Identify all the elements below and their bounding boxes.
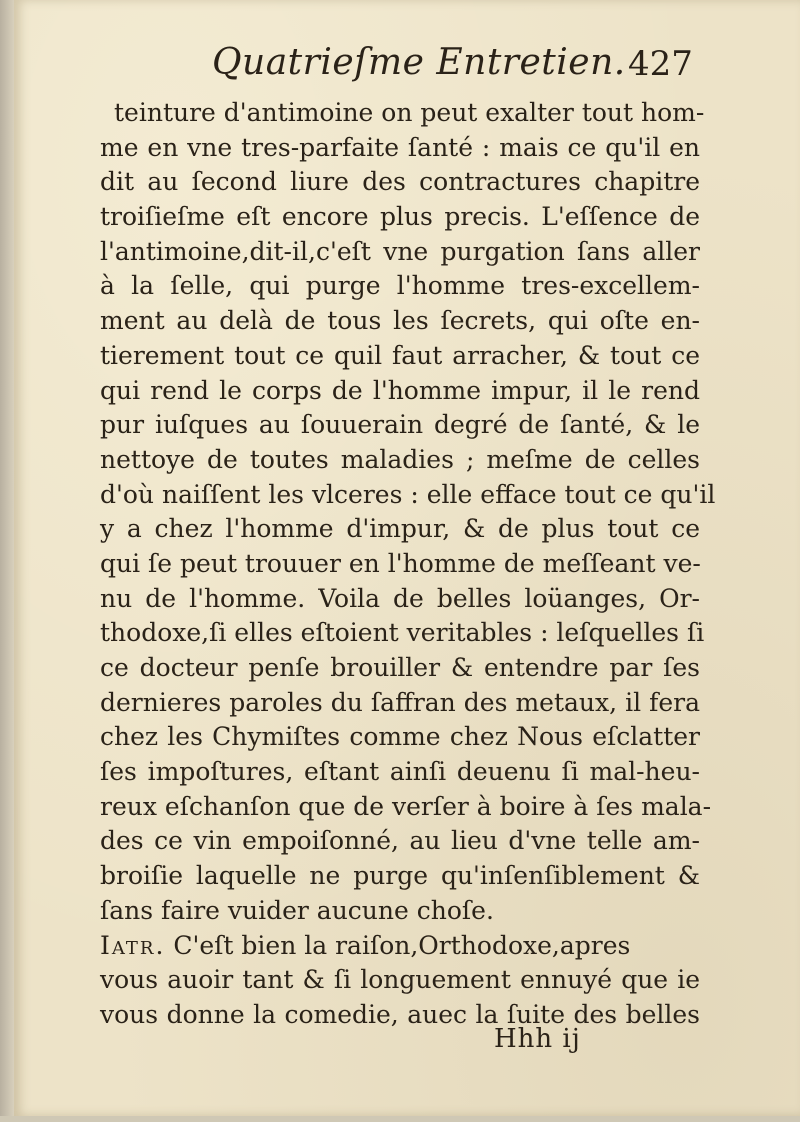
text-line: vous donne la comedie, auec la ſuite des belles [100,999,700,1029]
text-line: à la ſelle, qui purge l'homme tres-excellem- [100,271,700,301]
text-line: chez les Chymiſtes comme chez Nous eſclatter [100,722,700,752]
text-line: y a chez l'homme d'impur, & de plus tout ce [100,514,700,544]
text-line: tierement tout ce quil faut arracher, & tout ce [100,340,700,370]
text-line: ment au delà de tous les ſecrets, qui oſte en- [100,306,700,336]
text-line: reux eſchanſon que de verſer à boire à ſes mala- [100,791,712,821]
page-header [200,42,700,92]
text-line: troiſieſme eſt encore plus precis. L'eſſence de [100,202,700,232]
text-line: broiſie laquelle ne purge qu'inſenſiblement & [100,861,700,891]
text-line: nettoye de toutes maladies ; meſme de celles [100,444,700,474]
text-line: ſans faire vuider aucune choſe. [100,895,494,925]
text-line: l'antimoine,dit-il,c'eſt vne purgation ſans aller [100,236,700,266]
page-binding-edge [0,0,14,1122]
signature-mark: Hhh ij [494,1024,581,1054]
text-line: thodoxe,ſi elles eſtoient veritables : leſquelles ſi [100,618,705,648]
text-line: me en vne tres-parfaite ſanté : mais ce qu'il en [100,132,700,162]
text-line: d'où naiſſent les vlceres : elle efface tout ce qu'il [100,479,716,509]
text-line: dit au ſecond liure des contractures chapitre [100,167,700,197]
text-line: dernieres paroles du ſaffran des metaux, il fera [100,687,700,717]
page-bottom-edge [0,1116,800,1122]
text-line: des ce vin empoiſonné, au lieu d'vne telle am- [100,826,700,856]
speaker-name: Iatr. [100,930,166,960]
text-line: qui ſe peut trouuer en l'homme de meſſeant ve- [100,548,701,578]
dialogue-opening-line [100,929,700,964]
text-line: vous auoir tant & ſi longuement ennuyé que ie [100,965,700,995]
running-title: Quatrieſme Entretien. [212,42,626,83]
text-line: pur iuſques au ſouuerain degré de ſanté, & le [100,410,700,440]
text-line: qui rend le corps de l'homme impur, il le rend [100,375,700,405]
text-line: teinture d'antimoine on peut exalter tout hom- [114,98,705,127]
dialogue-text: C'eſt bien la raiſon,Orthodoxe,apres [173,930,631,960]
text-line: nu de l'homme. Voila de belles loüanges, Or- [100,583,700,613]
page-number: 427 [628,44,693,84]
body-text [100,96,716,1033]
text-line: ſes impoſtures, eſtant ainſi deuenu ſi mal-heu- [100,757,700,787]
text-line: ce docteur penſe brouiller & entendre par ſes [100,653,700,682]
